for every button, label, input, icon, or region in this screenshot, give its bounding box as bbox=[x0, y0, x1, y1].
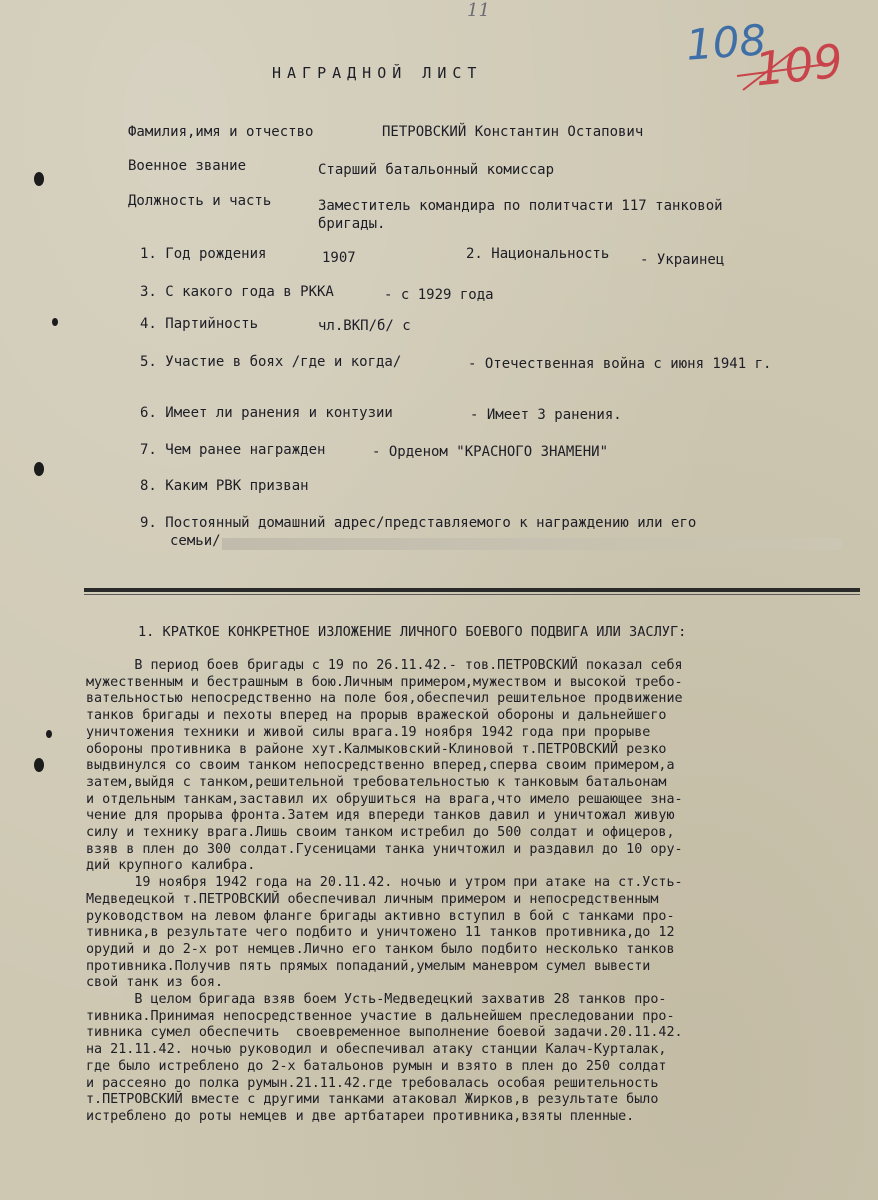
narrative-heading: 1. КРАТКОЕ КОНКРЕТНОЕ ИЗЛОЖЕНИЕ ЛИЧНОГО БОЕВОГО ПОДВИГА ИЛИ ЗАСЛУГ: bbox=[138, 624, 687, 640]
rvk-label: 8. Каким РВК призван bbox=[140, 478, 309, 494]
wounds-label: 6. Имеет ли ранения и контузии bbox=[140, 405, 393, 421]
narrative-line: Медведецкой т.ПЕТРОВСКИЙ обеспечивал личным примером и непосредственным bbox=[86, 891, 659, 907]
birth-label: 1. Год рождения bbox=[140, 246, 267, 262]
nationality-label: 2. Национальность bbox=[466, 246, 610, 262]
narrative-line: дий крупного калибра. bbox=[86, 858, 256, 874]
party-value: чл.ВКП/б/ с bbox=[318, 318, 411, 334]
narrative-line: на 21.11.42. ночью руководил и обеспечивал атаку станции Калач-Курталак, bbox=[86, 1042, 667, 1058]
section-divider bbox=[84, 588, 860, 592]
narrative-line: орудий и до 2-х рот немцев.Лично его танком было подбито несколько танков bbox=[86, 941, 675, 957]
narrative-line: вательностью непосредственно на поле боя,обеспечил решительное продвижение bbox=[86, 691, 683, 707]
rkka-label: 3. С какого года в РККА bbox=[140, 284, 334, 300]
address-label-line1: 9. Постоянный домашний адрес/представляемого к награждению или его bbox=[140, 515, 697, 531]
name-value: ПЕТРОВСКИЙ Константин Остапович bbox=[382, 124, 644, 140]
narrative-line: мужественным и бестрашным в бою.Личным примером,мужеством и высокой требо- bbox=[86, 674, 683, 690]
narrative-line: В целом бригада взяв боем Усть-Медведецкий захватив 28 танков про- bbox=[86, 992, 667, 1008]
position-value-line2: бригады. bbox=[318, 216, 386, 232]
narrative-line: свой танк из боя. bbox=[86, 975, 224, 991]
narrative-line: тивника сумел обеспечить своевременное выполнение боевой задачи.20.11.42. bbox=[86, 1025, 683, 1041]
red-strike-mark bbox=[735, 46, 830, 92]
page-mark: 11 bbox=[467, 0, 490, 21]
narrative-line: т.ПЕТРОВСКИЙ вместе с другими танками атаковал Жирков,в результате было bbox=[86, 1092, 659, 1108]
narrative-line: силу и технику врага.Лишь своим танком истребил до 500 солдат и офицеров, bbox=[86, 825, 675, 841]
narrative-line: взяв в плен до 300 солдат.Гусеницами танка уничтожил и раздавил до 10 ору- bbox=[86, 841, 683, 857]
narrative-line: выдвинулся со своим танком непосредственно вперед,сперва своим примером,а bbox=[86, 758, 675, 774]
address-label-line2: семьи/ bbox=[170, 533, 221, 549]
narrative-line: обороны противника в районе хут.Калмыковский-Клиновой т.ПЕТРОВСКИЙ резко bbox=[86, 741, 667, 757]
narrative-line: противника.Получив пять прямых попаданий,умелым маневром сумел вывести bbox=[86, 958, 651, 974]
rank-label: Военное звание bbox=[128, 158, 247, 174]
redacted-address bbox=[222, 538, 842, 550]
narrative-line: тивника,в результате чего подбито и уничтожено 11 танков противника,до 12 bbox=[86, 925, 675, 941]
narrative-line: тивника.Принимая непосредственное участие в дальнейшем преследовании про- bbox=[86, 1008, 675, 1024]
narrative-line: и рассеяно до полка румын.21.11.42.где требовалась особая решительность bbox=[86, 1075, 659, 1091]
rkka-value: - с 1929 года bbox=[384, 287, 494, 303]
position-value-line1: Заместитель командира по политчасти 117 танковой bbox=[318, 198, 723, 214]
battles-value: - Отечественная война с июня 1941 г. bbox=[468, 356, 772, 372]
narrative-line: и отдельным танкам,заставил их обрушиться на врага,что имело решающее зна- bbox=[86, 791, 683, 807]
narrative-line: истреблено до роты немцев и две артбатареи противника,взяты пленные. bbox=[86, 1108, 635, 1124]
wounds-value: - Имеет 3 ранения. bbox=[470, 407, 622, 423]
narrative-line: 19 ноября 1942 года на 20.11.42. ночью и утром при атаке на ст.Усть- bbox=[86, 875, 683, 891]
punch-hole bbox=[34, 758, 44, 772]
party-label: 4. Партийность bbox=[140, 316, 259, 332]
narrative-text bbox=[86, 658, 864, 1126]
blue-sheet-number: 108 bbox=[684, 15, 768, 70]
narrative-line: чение для прорыва фронта.Затем идя впереди танков давил и уничтожал живую bbox=[86, 808, 675, 824]
awards-label: 7. Чем ранее награжден bbox=[140, 442, 326, 458]
narrative-line: где было истреблено до 2-х батальонов румын и взято в плен до 250 солдат bbox=[86, 1058, 667, 1074]
narrative-line: затем,выйдя с танком,решительной требовательностью к танковым батальонам bbox=[86, 774, 667, 790]
punch-hole bbox=[52, 318, 58, 326]
section-divider-thin bbox=[84, 594, 860, 595]
red-sheet-number: 109 bbox=[752, 33, 846, 97]
position-label: Должность и часть bbox=[128, 193, 272, 209]
narrative-line: В период боев бригады с 19 по 26.11.42.- тов.ПЕТРОВСКИЙ показал себя bbox=[86, 658, 683, 673]
narrative-line: уничтожения техники и живой силы врага.19 ноября 1942 года при прорыве bbox=[86, 724, 651, 740]
birth-value: 1907 bbox=[322, 250, 356, 266]
name-label: Фамилия,имя и отчество bbox=[128, 124, 314, 140]
narrative-line: руководством на левом фланге бригады активно вступил в бой с танками про- bbox=[86, 908, 675, 924]
punch-hole bbox=[34, 462, 44, 476]
nationality-value: - Украинец bbox=[640, 252, 725, 268]
punch-hole bbox=[34, 172, 44, 186]
document-title: НАГРАДНОЙ ЛИСТ bbox=[272, 64, 483, 82]
rank-value: Старший батальонный комиссар bbox=[318, 162, 555, 178]
awards-value: - Орденом "КРАСНОГО ЗНАМЕНИ" bbox=[372, 444, 609, 460]
punch-hole bbox=[46, 730, 52, 738]
battles-label: 5. Участие в боях /где и когда/ bbox=[140, 354, 402, 370]
narrative-line: танков бригады и пехоты вперед на прорыв вражеской обороны и дальнейшего bbox=[86, 708, 667, 724]
